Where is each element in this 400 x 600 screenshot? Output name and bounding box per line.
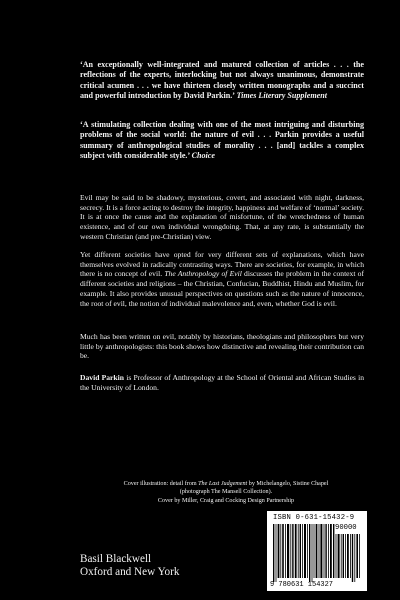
- review-quote-tls: [80, 60, 364, 102]
- author-bio: David Parkin is Professor of Anthropology at the School of Oriental and African Studies in the University of London.: [80, 373, 365, 392]
- review-quote-choice: [80, 120, 364, 162]
- review-text: ‘A stimulating collection dealing with one of the most intriguing and disturbing problems of the social world: the nature of evil . . . Parkin provides a useful summary of anthropological studies of morality . . . [and] tackles a complex subject with considerable style.’: [80, 120, 364, 161]
- isbn-number: ISBN 0-631-15432-9: [273, 514, 355, 522]
- author-name: David Parkin: [80, 373, 124, 382]
- credits-line-2: (photograph The Mansell Collection).: [179, 489, 273, 496]
- review-source: Choice: [191, 151, 215, 161]
- publisher-name: Basil Blackwell: [80, 553, 152, 565]
- book-title: The Anthropology of Evil: [164, 269, 242, 279]
- price-code: 90000: [335, 524, 357, 532]
- barcode-panel: [267, 511, 367, 591]
- barcode-icon: [267, 511, 367, 591]
- credits-line-1: Cover illustration: detail from The Last Judgement by Michelangelo, Sistine Chapel: [123, 481, 329, 487]
- blurb-paragraph-1: Evil may be said to be shadowy, mysterious, covert, and associated with night, darkness, secrecy. It is a force acting to destroy the integrity, happiness and welfare of ‘normal’ society. It is at once the cause and the explanation of misfortune, of the wretchedness of human existence, and of our own individual wrongdoing. That, at any rate, is substantially the western Christian (and pre-Christian) view.: [80, 193, 364, 241]
- publisher-location: Oxford and New York: [80, 566, 180, 578]
- blurb-paragraph-3: Much has been written on evil, notably by historians, theologians and philosophers but very little by anthropologists: this book shows how distinctive and revealing their contribution can be.: [80, 332, 364, 361]
- review-text: ‘An exceptionally well-integrated and matured collection of articles . . . the reflections of the experts, interlocking but not always unanimous, demonstrate critical acumen . . . we have thirteen closely written monographs and a succinct and powerful introduction by David Parkin.’: [80, 60, 364, 101]
- review-source: Times Literary Supplement: [236, 91, 327, 101]
- cover-credits: [80, 480, 372, 505]
- blurb-paragraph-2: Yet different societies have opted for very different sets of explanations, which have themselves evolved in radically contrasting ways. There are societies, for example, in which there is no concept of evil. The Anthropology of Evil discusses the problem in the context of different societies and religions – the Christian, Confucian, Buddhist, Hindu and Muslim, for example. It also provides unusual perspectives on questions such as the nature of innocence, the root of evil, the notion of individual malevolence and, even, whether God is evil.: [80, 250, 364, 308]
- ean-number: 9 780631 154327: [270, 581, 334, 589]
- credits-line-3: Cover by Miller, Craig and Cocking Design Partnership: [157, 497, 295, 504]
